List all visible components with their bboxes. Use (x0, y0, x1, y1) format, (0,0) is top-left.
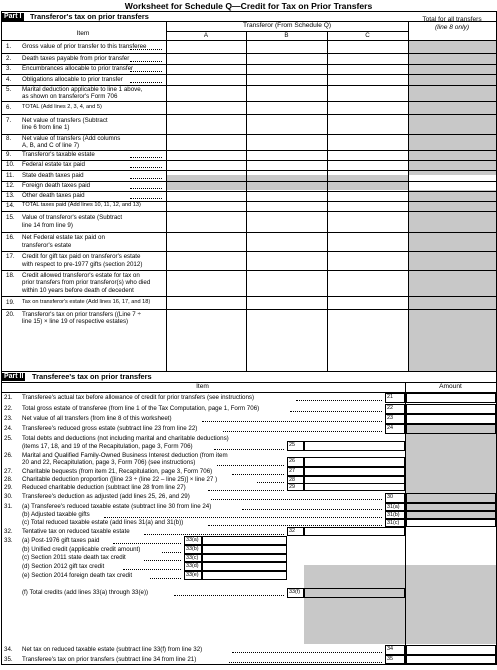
part2-line-number: 21. (4, 394, 13, 402)
part1-line-label: Obligations allocable to prior transfer (22, 75, 123, 83)
line-box-number: 27 (287, 467, 304, 476)
line-15-col-a-input[interactable] (167, 212, 245, 232)
line-9-col-b-input[interactable] (247, 151, 326, 160)
line-34-amount-input[interactable] (406, 645, 496, 655)
line-17-col-a-input[interactable] (167, 252, 245, 270)
part1-line-number: 3. (6, 65, 12, 73)
leader-dots (130, 82, 162, 83)
line-6-col-a-input[interactable] (167, 102, 245, 114)
line-2-col-a-input[interactable] (167, 54, 245, 64)
part2-amount-header: Amount (439, 383, 462, 390)
part1-line-label: State death taxes paid (22, 171, 84, 179)
part1-line-number: 12. (6, 182, 15, 190)
line-box-number: 31(b) (385, 511, 405, 519)
line-11-col-c-input[interactable] (328, 171, 407, 181)
part1-line-label: A, B, and C of line 7) (22, 142, 80, 149)
part2-line-number: 22. (4, 405, 13, 413)
part1-line-label: transferor's estate (22, 241, 72, 249)
part2-line-label: (c) Section 2011 state death tax credit (22, 554, 126, 562)
part2-heading: Transferee's tax on prior transfers (32, 372, 152, 381)
part1-line-number: 8. (6, 134, 12, 142)
part1-line-label: Tax on transferor's estate (Add lines 16, 17, and 18) (22, 298, 151, 305)
line-12-col-b-input[interactable] (247, 182, 326, 191)
part1-line-number: 9. (6, 151, 12, 159)
line-box-number: 34 (385, 645, 405, 655)
part2-line-label: (a) Transferee's reduced taxable estate (subtract line 30 from line 24) (22, 503, 212, 511)
line-16-col-a-input[interactable] (167, 233, 245, 251)
line-box-number: 28 (287, 476, 304, 484)
part1-line-number: 19. (6, 298, 15, 306)
line-3-col-b-input[interactable] (247, 65, 326, 74)
line-5-col-a-input[interactable] (167, 86, 245, 101)
line-31a-amount-input[interactable] (406, 503, 496, 511)
part2-line-label: Reduced charitable deduction (subtract line 28 from line 27) (22, 484, 186, 491)
part1-line-label: TOTAL taxes paid (Add lines 10, 11, 12, and 13) (22, 202, 141, 209)
leader-dots (290, 411, 382, 412)
line-box-number: 31(c) (385, 519, 405, 527)
leader-dots (257, 482, 284, 483)
line-10-col-a-input[interactable] (167, 161, 245, 170)
part2-line-label: (b) Unified credit (applicable credit amount) (22, 545, 141, 553)
part1-col-c: C (365, 32, 370, 39)
line-22-amount-input[interactable] (406, 404, 496, 414)
part2-line-label: (a) Post-1976 gift taxes paid (22, 536, 100, 544)
part1-line-number: 7. (6, 116, 12, 124)
part2-line-number: 34. (4, 646, 13, 654)
part2-line-number: 28. (4, 476, 13, 484)
part2-line-number: 23. (4, 415, 13, 423)
line-35-amount-input[interactable] (406, 655, 496, 664)
part2-line-label: 20 and 22, Recapitulation, page 3, Form 706) (see instructions) (22, 459, 196, 466)
line-box-number: 26 (287, 457, 304, 467)
line-9-col-c-input[interactable] (328, 151, 407, 160)
leader-dots (296, 400, 382, 401)
line-box-number: 29 (287, 483, 304, 491)
part2-line-label: Net tax on reduced taxable estate (subtract line 33(f) from line 32) (22, 646, 203, 654)
part1-line-number: 4. (6, 75, 12, 83)
part1-line-label: Encumbrances allocable to prior transfer (22, 65, 134, 73)
line-4-col-c-input[interactable] (328, 75, 407, 85)
line-33e-amount-input[interactable] (202, 571, 287, 580)
part1-line-label: Transferor's tax on prior transfers ((Line 7 ÷ (22, 311, 141, 318)
part1-line-number: 6. (6, 103, 12, 111)
line-19-col-c-input[interactable] (328, 297, 407, 309)
line-8-col-total-input[interactable] (409, 135, 495, 150)
part1-line-label: Death taxes payable from prior transfer (22, 54, 130, 62)
part1-line-label: as shown on transferor's Form 706 (22, 93, 118, 100)
line-17-col-b-input[interactable] (247, 252, 326, 270)
part2-line-label: Transferee's actual tax before allowance of credit for prior transfers (see instructions) (22, 394, 255, 402)
line-12-col-c-input[interactable] (328, 182, 407, 191)
part1-line-label: Credit allowed transferor's estate for tax on (22, 271, 140, 279)
line-18-col-c-input[interactable] (328, 271, 407, 296)
line-box-number: 30 (385, 493, 405, 503)
part1-line-label: Other death taxes paid (22, 192, 85, 200)
leader-dots (242, 509, 382, 510)
part2-line-label: Charitable bequests (from item 21, Recapitulation, page 3, Form 706) (22, 467, 213, 475)
line-box-number: 33(e) (184, 571, 202, 580)
part1-line-label: Marital deduction applicable to line 1 above, (22, 85, 143, 93)
part1-line-number: 15. (6, 214, 15, 222)
part1-line-label: Net Federal estate tax paid on (22, 234, 105, 242)
line-box-number: 33(c) (184, 554, 202, 562)
part2-line-number: 24. (4, 425, 13, 433)
line-32-amount-input[interactable] (304, 527, 405, 536)
leader-dots (232, 652, 382, 653)
part2-line-number: 32. (4, 527, 13, 535)
part2-line-label: (d) Section 2012 gift tax credit (22, 562, 105, 570)
line-13-col-b-input[interactable] (247, 192, 326, 201)
line-19-col-b-input[interactable] (247, 297, 326, 309)
leader-dots (229, 662, 382, 663)
line-16-col-c-input[interactable] (328, 233, 407, 251)
part2-line-label: Net value of all transfers (from line 8 of this worksheet) (22, 415, 172, 423)
part2-line-label: Marital and Qualified Family-Owned Business Interest deduction (from item (22, 451, 228, 459)
line-12-col-a-input[interactable] (167, 182, 245, 191)
line-27-amount-input[interactable] (304, 467, 405, 476)
part1-line-label: Net value of transfers (Subtract (22, 116, 108, 124)
leader-dots (150, 578, 181, 579)
leader-dots (144, 534, 284, 535)
line-13-col-c-input[interactable] (328, 192, 407, 201)
leader-dots (208, 490, 284, 491)
line-24-amount-input[interactable] (406, 424, 496, 434)
line-11-col-a-input[interactable] (167, 171, 245, 181)
part2-line-label: (items 17, 18, and 19 of the Recapitulation, page 3, Form 706) (22, 442, 193, 450)
part2-line-label: Transferee's reduced gross estate (subtract line 23 from line 22) (22, 425, 198, 433)
part2-line-number: 29. (4, 484, 13, 491)
leader-dots (130, 49, 162, 50)
part2-item-header: Item (196, 383, 209, 390)
line-7-col-c-input[interactable] (328, 115, 407, 134)
part1-item-header: Item (76, 30, 90, 37)
part1-line-label: prior transfers from prior transferor(s) who died (22, 279, 151, 287)
line-13-col-a-input[interactable] (167, 192, 245, 201)
part2-line-label: Charitable deduction proportion ([line 23 ÷ (line 22 – line 25)] × line 27 ) (22, 476, 218, 484)
line-7-col-a-input[interactable] (167, 115, 245, 134)
line-5-col-c-input[interactable] (328, 86, 407, 101)
line-14-col-c-input[interactable] (328, 202, 407, 211)
part1-total-subheader: (line 8 only) (434, 24, 470, 31)
part1-total-header: Total for all transfers (422, 16, 482, 23)
part1-total-gray-top (408, 40, 496, 175)
line-7-col-b-input[interactable] (247, 115, 326, 134)
part1-line-number: 18. (6, 271, 15, 279)
part2-line-label: Transferee's tax on prior transfers (subtract line 34 from line 21) (22, 655, 197, 663)
leader-dots (130, 71, 162, 72)
leader-dots (130, 157, 162, 158)
part1-line-label: line 6 from line 1) (22, 124, 70, 131)
line-2-col-c-input[interactable] (328, 54, 407, 64)
line-box-number: 24 (385, 424, 405, 434)
part1-line-number: 2. (6, 54, 12, 62)
line-2-col-b-input[interactable] (247, 54, 326, 64)
line-20-col-a-input[interactable] (167, 310, 245, 370)
part1-line-number: 1. (6, 42, 12, 50)
line-30-amount-input[interactable] (406, 493, 496, 503)
part1-line-label: Transferor's taxable estate (22, 151, 95, 159)
leader-dots (130, 61, 162, 62)
part2-line-number: 35. (4, 655, 13, 663)
part1-line-number: 10. (6, 161, 15, 169)
line-box-number: 31(a) (385, 503, 405, 511)
part1-col-b: B (284, 32, 289, 39)
line-31c-amount-input[interactable] (406, 519, 496, 527)
line-31b-amount-input[interactable] (406, 511, 496, 519)
leader-dots (223, 431, 382, 432)
part1-total-gray-bottom (408, 190, 496, 371)
leader-dots (130, 188, 162, 189)
line-box-number: 35 (385, 655, 405, 664)
leader-dots (104, 517, 382, 518)
line-1-col-c-input[interactable] (328, 41, 407, 53)
line-9-col-a-input[interactable] (167, 151, 245, 160)
line-6-col-c-input[interactable] (328, 102, 407, 114)
part2-line-label: (b) Adjusted taxable gifts (22, 511, 90, 519)
part2-line-label: (f) Total credits (add lines 33(a) through 33(e)) (22, 589, 149, 597)
part1-line-label: Federal estate tax paid (22, 161, 85, 169)
line-box-number: 21 (385, 393, 405, 403)
line-15-col-b-input[interactable] (247, 212, 326, 232)
line-14-col-b-input[interactable] (247, 202, 326, 211)
leader-dots (211, 499, 382, 500)
line-25-amount-input[interactable] (304, 441, 405, 451)
line-29-amount-input[interactable] (304, 483, 405, 491)
line-17-col-c-input[interactable] (328, 252, 407, 270)
line-33a-amount-input[interactable] (202, 536, 287, 545)
line-1-col-a-input[interactable] (167, 41, 245, 53)
line-box-number: 22 (385, 404, 405, 414)
line-20-col-c-input[interactable] (328, 310, 407, 370)
page-title: Worksheet for Schedule Q—Credit for Tax on Prior Transfers (124, 1, 373, 11)
line-box-number: 33(b) (184, 545, 202, 554)
part2-line-number: 26. (4, 451, 13, 459)
line-14-col-a-input[interactable] (167, 202, 245, 211)
line-10-col-c-input[interactable] (328, 161, 407, 170)
part2-line-number: 27. (4, 467, 13, 475)
part2-line-label: (e) Section 2014 foreign death tax credit (22, 571, 133, 579)
part2-line-number: 30. (4, 493, 13, 501)
part2-line-label: (c) Total reduced taxable estate (add lines 31(a) and 31(b)) (22, 519, 184, 527)
part2-line-label: Total gross estate of transferee (from line 1 of the Tax Computation, page 1, Form 706) (22, 405, 260, 413)
part1-tag: Part I (4, 13, 22, 20)
part1-heading: Transferor's tax on prior transfers (30, 12, 149, 21)
part1-line-number: 5. (6, 85, 12, 93)
part1-line-number: 17. (6, 253, 15, 261)
line-18-col-b-input[interactable] (247, 271, 326, 296)
line-3-col-c-input[interactable] (328, 65, 407, 74)
leader-dots (232, 474, 284, 475)
leader-dots (162, 552, 181, 553)
line-33f-amount-input[interactable] (304, 588, 405, 598)
part2-tag: Part II (4, 373, 24, 380)
part1-line-label: TOTAL (Add lines 2, 3, 4, and 5) (22, 103, 102, 110)
leader-dots (202, 421, 382, 422)
line-19-col-a-input[interactable] (167, 297, 245, 309)
line-6-col-b-input[interactable] (247, 102, 326, 114)
part1-line-label: Value of transferor's estate (Subtract (22, 214, 123, 222)
line-23-amount-input[interactable] (406, 414, 496, 424)
line-33c-amount-input[interactable] (202, 554, 287, 562)
part1-line-label: Foreign death taxes paid (22, 182, 91, 190)
leader-dots (144, 560, 181, 561)
part2-line-label: Tentative tax on reduced taxable estate (22, 527, 130, 535)
line-16-col-b-input[interactable] (247, 233, 326, 251)
part1-line-number: 20. (6, 311, 15, 318)
part1-line-label: with respect to pre-1977 gifts (section 2012) (22, 260, 143, 268)
line-26-amount-input[interactable] (304, 457, 405, 467)
line-33b-amount-input[interactable] (202, 545, 287, 554)
part1-line-number: 16. (6, 234, 15, 242)
part2-line-label: Total debts and deductions (not including marital and charitable deductions) (22, 435, 229, 443)
leader-dots (214, 449, 284, 450)
part2-gray-amount-lower (406, 565, 496, 644)
line-15-col-c-input[interactable] (328, 212, 407, 232)
part1-line-label: line 14 from line 9) (22, 221, 73, 229)
part2-line-label: Transferee's deduction as adjusted (add lines 25, 26, and 29) (22, 493, 190, 501)
line-1-col-b-input[interactable] (247, 41, 326, 53)
part2-line-number: 25. (4, 435, 13, 443)
line-box-number: 33(f) (287, 588, 304, 598)
part1-line-label: Net value of transfers (Add columns (22, 134, 121, 142)
line-4-col-b-input[interactable] (247, 75, 326, 85)
part1-line-label: line 15) × line 19 of respective estates) (22, 318, 129, 326)
line-4-col-a-input[interactable] (167, 75, 245, 85)
part1-transferor-header: Transferor (From Schedule Q) (242, 22, 332, 29)
line-box-number: 32 (287, 527, 304, 536)
leader-dots (174, 595, 284, 596)
part1-line-number: 13. (6, 192, 15, 200)
leader-dots (130, 178, 162, 179)
part1-line-number: 14. (6, 202, 15, 210)
part1-col-a: A (203, 32, 209, 39)
part1-line-label: Gross value of prior transfer to this transferee (22, 42, 147, 50)
part1-line-label: Credit for gift tax paid on transferor's estate (22, 253, 141, 261)
leader-dots (113, 543, 181, 544)
line-18-col-a-input[interactable] (167, 271, 245, 296)
part2-line-number: 33. (4, 536, 13, 544)
line-box-number: 23 (385, 414, 405, 424)
line-10-col-b-input[interactable] (247, 161, 326, 170)
leader-dots (130, 198, 162, 199)
line-20-col-b-input[interactable] (247, 310, 326, 370)
line-3-col-a-input[interactable] (167, 65, 245, 74)
part1-line-label: within 10 years before death of decedent (22, 286, 134, 294)
line-33d-amount-input[interactable] (202, 562, 287, 571)
line-5-col-b-input[interactable] (247, 86, 326, 101)
line-11-col-b-input[interactable] (247, 171, 326, 181)
leader-dots (217, 465, 284, 466)
line-box-number: 25 (287, 441, 304, 451)
line-21-amount-input[interactable] (406, 393, 496, 403)
line-box-number: 33(a) (184, 536, 202, 545)
part2-line-number: 31. (4, 503, 13, 511)
leader-dots (130, 167, 162, 168)
part2-gray-mid (304, 565, 405, 644)
part1-line-number: 11. (6, 171, 15, 179)
leader-dots (123, 569, 181, 570)
line-box-number: 33(d) (184, 562, 202, 571)
